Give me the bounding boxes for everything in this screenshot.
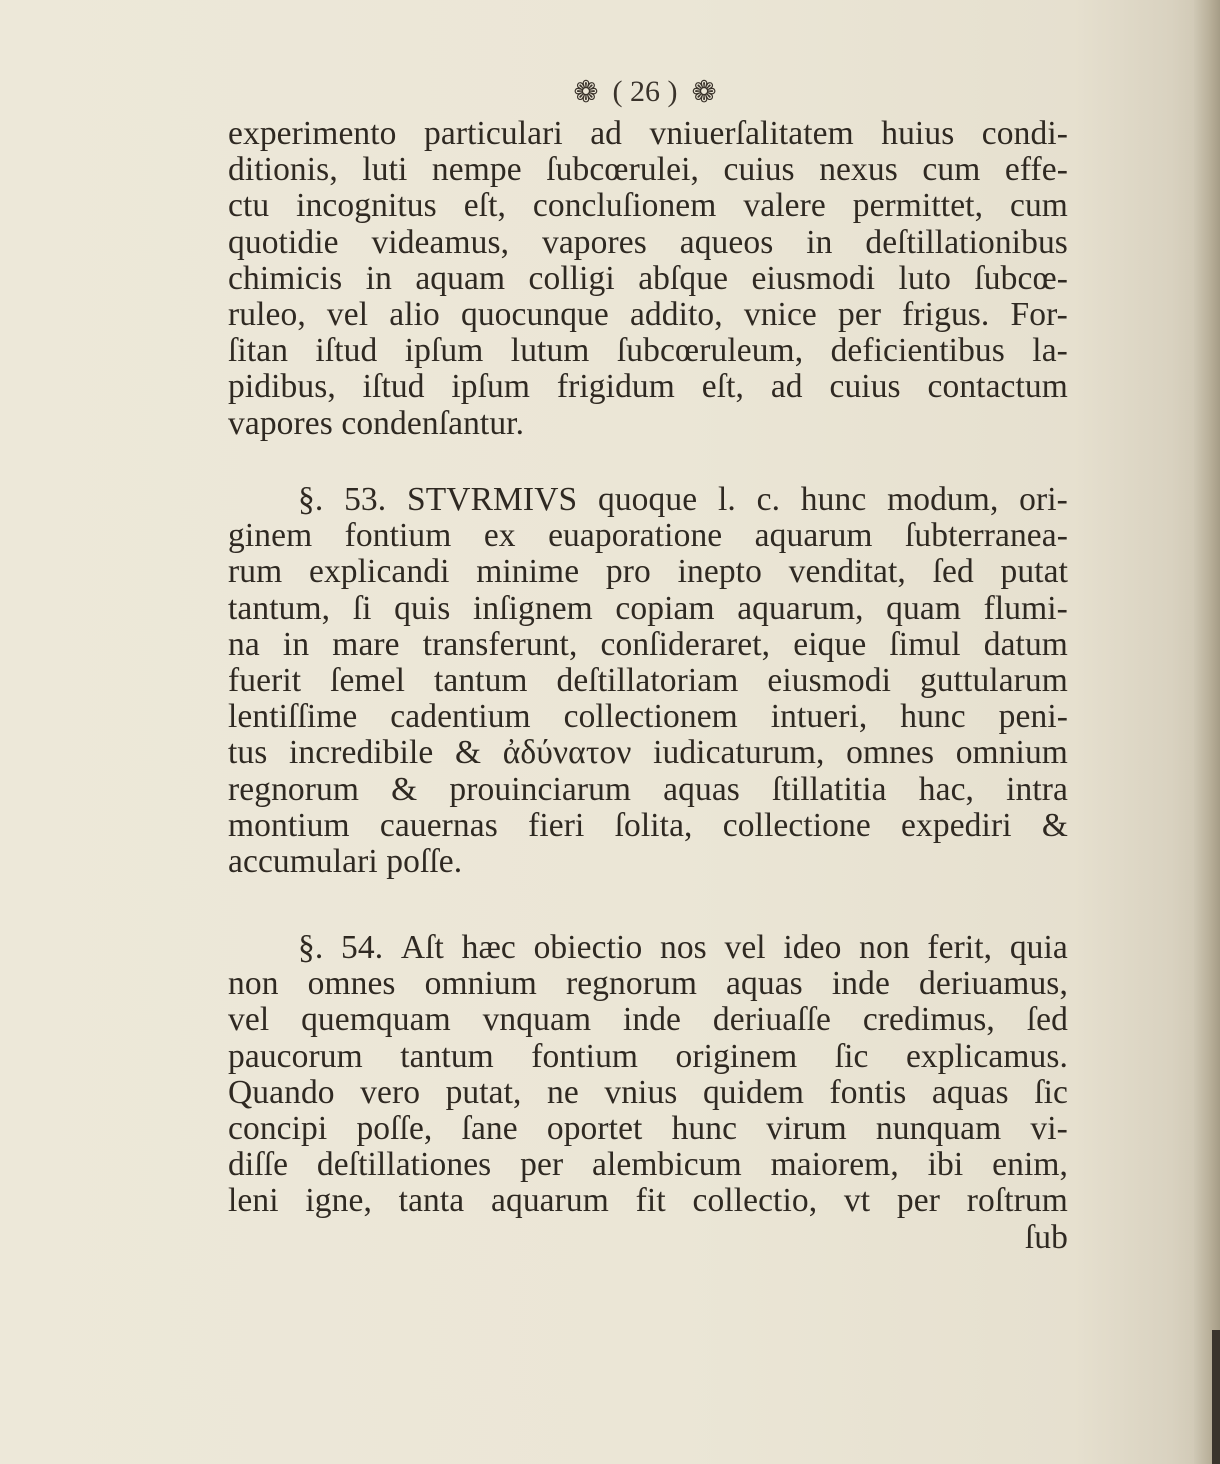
text-line: ſitan iſtud ipſum lutum ſubcœruleum, deficientibus la- (228, 332, 1068, 370)
page-header (520, 72, 770, 112)
text-line: Quando vero putat, ne vnius quidem fontis aquas ſic (228, 1073, 1068, 1111)
flower-ornament-icon: ❁ (573, 75, 599, 109)
paragraph-3 (228, 930, 1068, 1256)
text-line: regnorum & prouinciarum aquas ſtillatitia hac, intra (228, 770, 1068, 808)
text-line: leni igne, tanta aquarum fit collectio, vt per roſtrum (228, 1182, 1068, 1220)
text-line: vel quemquam vnquam inde deriuaſſe credimus, ſed (228, 1001, 1068, 1039)
page-number: ( 26 ) (612, 75, 678, 108)
text-line: §. 53. STVRMIVS quoque l. c. hunc modum, ori- (298, 481, 1068, 518)
page-gutter (1194, 0, 1220, 1464)
flower-ornament-icon: ❁ (691, 75, 717, 109)
text-line: non omnes omnium regnorum aquas inde deriuamus, (228, 965, 1068, 1003)
paragraph-1 (228, 116, 1068, 442)
text-line: na in mare transferunt, conſideraret, eique ſimul datum (228, 625, 1068, 663)
text-line: ctu incognitus eſt, concluſionem valere permittet, cum (228, 187, 1068, 225)
text-line: chimicis in aquam colligi abſque eiusmodi luto ſubcœ- (228, 259, 1068, 297)
text-line: concipi poſſe, ſane oportet hunc virum nunquam vi- (228, 1109, 1068, 1147)
text-line: vapores condenſantur. (228, 404, 525, 442)
text-line: accumulari poſſe. (228, 842, 463, 880)
text-line: experimento particulari ad vniuerſalitatem huius condi- (228, 115, 1068, 152)
text-line: lentiſſime cadentium collectionem intueri, hunc peni- (228, 698, 1068, 736)
catchword: ſub (1024, 1218, 1068, 1256)
text-line: tus incredibile & ἀδύνατον iudicaturum, omnes omnium (228, 734, 1068, 772)
text-line: §. 54. Aſt hæc obiectio nos vel ideo non ferit, quia (298, 929, 1068, 966)
text-line: diſſe deſtillationes per alembicum maiorem, ibi enim, (228, 1146, 1068, 1184)
page-edge-shadow (1212, 1330, 1220, 1464)
text-line: fuerit ſemel tantum deſtillatoriam eiusmodi guttularum (228, 661, 1068, 699)
text-line: quotidie videamus, vapores aqueos in deſtillationibus (228, 223, 1068, 261)
text-line: tantum, ſi quis inſignem copiam aquarum, quam flumi- (228, 589, 1068, 627)
text-line: paucorum tantum fontium originem ſic explicamus. (228, 1037, 1068, 1075)
paragraph-2 (228, 482, 1068, 880)
text-line: ruleo, vel alio quocunque addito, vnice per frigus. For- (228, 295, 1068, 333)
text-line: ditionis, luti nempe ſubcœrulei, cuius nexus cum effe- (228, 151, 1068, 189)
text-line: ginem fontium ex euaporatione aquarum ſubterranea- (228, 517, 1068, 555)
text-line: pidibus, iſtud ipſum frigidum eſt, ad cuius contactum (228, 368, 1068, 406)
text-line: rum explicandi minime pro inepto venditat, ſed putat (228, 553, 1068, 591)
text-line: montium cauernas fieri ſolita, collectione expediri & (228, 806, 1068, 844)
